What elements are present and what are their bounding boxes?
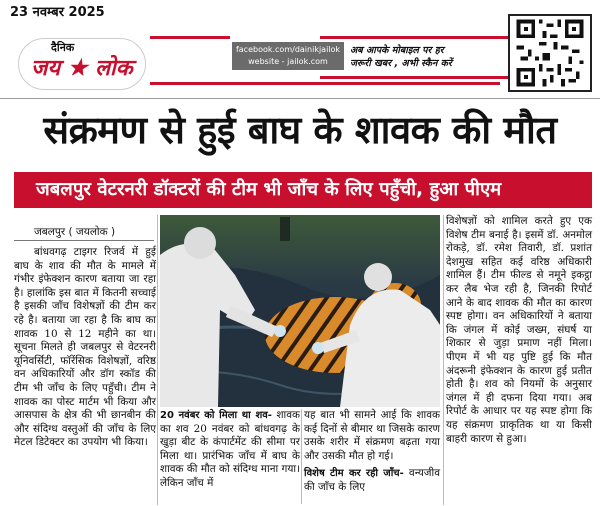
dateline: जबलपुर ( जयलोक ): [34, 226, 116, 238]
page-title: संक्रमण से हुई बाघ के शावक की मौत: [43, 108, 557, 152]
scan-promo: [350, 44, 500, 70]
masthead: [0, 0, 600, 98]
column-divider: [157, 215, 158, 505]
logo-prefix: दैनिक: [51, 41, 75, 54]
logo-title: जय ★ लोक: [31, 55, 133, 81]
article-column-2: [304, 409, 440, 504]
masthead-rule: [150, 82, 500, 85]
tiger-cub-examination-illustration: [160, 215, 440, 407]
column-2-text: यह बात भी सामने आई कि शावक कई दिनों से बीमार था जिसके कारण उसके शरीर में संक्रमण बढ़ता गया और उसकी मौत हो गई।: [304, 409, 440, 462]
section-subheading: विशेष टीम कर रही जाँच-: [304, 468, 404, 480]
column-2-continued: वन्यजीव की जाँच के लिए: [304, 467, 440, 493]
article-column-1: बांधवगढ़ टाइगर रिजर्व में हुई बाघ के शाव की मौत के मामले में गंभीर इंफेक्शन कारण बताया जा रहा है। हालांकि इस बात में कितनी सच्चाई है इसकी जाँच विशेषज्ञों की टीम कर रहे है। बताया जा रहा है कि बाघ का शावक 10 से 12 महीने का था। सूचना मिलते ही जबलपुर से वेटरनरी यूनिवर्सिटी, फॉरेंसिक विशेषज्ञों, वरिष्ठ वन अधिकारियों और डॉग स्कॉड की टीम भी जाँच के लिए पहुँची। टीम ने शावक का पोस्ट मार्टम भी किया और आसपास के क्षेत्र की भी छानबीन की और संदिग्ध वस्तुओं की जाँच के लिए मेटल डिटेक्टर का उपयोग भी किया।: [14, 246, 156, 449]
website-link[interactable]: website - jailok.com: [248, 57, 328, 66]
promo-line-2: जरूरी खबर , अभी स्कैन करें: [350, 58, 452, 69]
masthead-rule: [150, 36, 230, 39]
dateline-divider: [14, 240, 154, 241]
masthead-divider: [0, 98, 600, 99]
web-links-box[interactable]: [232, 42, 344, 70]
photo-caption: [160, 409, 300, 504]
qr-code-icon[interactable]: [508, 14, 592, 92]
masthead-rule: [320, 36, 510, 39]
news-photo: [160, 215, 440, 407]
issue-date: 23 नवम्बर 2025: [10, 5, 105, 20]
article-column-3: विशेषज्ञों को शामिल करते हुए एक विशेष टीम बनाई है। इसमें डॉ. अनमोल रोकड़े, डॉ. रमेश तिवारी, डॉ. प्रशांत देशमुख सहित कई वरिष्ठ अधिकारी शामिल हैं। टीम फील्ड से नमूने इकट्ठा कर लैब भेज रही है, जिनकी रिपोर्ट आने के बाद शावक की मौत का कारण स्पष्ट होगा। वन अधिकारियों ने बताया कि जंगल में कोई जख्म, संघर्ष या शिकार से जुड़ा प्रमाण नहीं मिला। पीएम में भी यह पुष्टि हुई कि मौत अंदरूनी इंफेक्शन के कारण हुई प्रतीत होती है। शव को नियमों के अनुसार जंगल में ही दफना दिया गया। अब रिपोर्ट के आधार पर यह स्पष्ट होगा कि यह संक्रमण प्राकृतिक था या किसी बाहरी कारण से हुआ।: [446, 215, 592, 445]
caption-text: शावक का शव 20 नवंबर को बांधवगढ़ के खुड़ा बीट के कंपार्टमेंट की सीमा पर मिला था। प्रारंभिक जाँच में बाघ के शावक की मौत को संदिग्ध माना गया। लेकिन जाँच में: [160, 409, 300, 489]
subheadline-banner: जबलपुर वेटरनरी डॉक्टरों की टीम भी जाँच के लिए पहुँची, हुआ पीएम: [14, 172, 592, 208]
column-divider: [301, 409, 302, 504]
masthead-rule: [320, 76, 510, 79]
facebook-link[interactable]: facebook.com/dainikjailok: [235, 45, 341, 54]
promo-line-1: अब आपके मोबाइल पर हर: [350, 45, 444, 56]
caption-lead: 20 नवंबर को मिला था शव-: [160, 410, 272, 421]
column-divider: [443, 215, 444, 505]
newspaper-logo: [18, 38, 146, 90]
